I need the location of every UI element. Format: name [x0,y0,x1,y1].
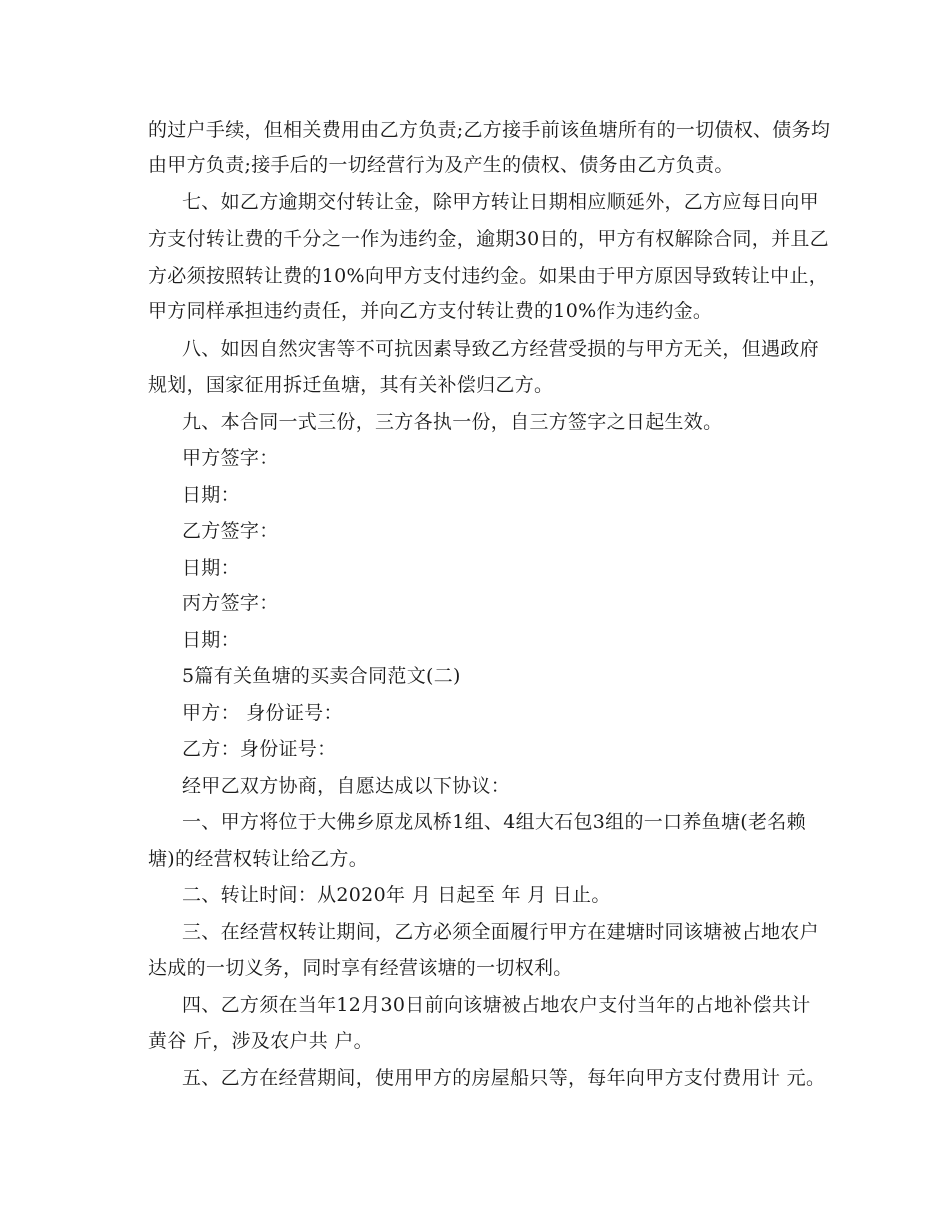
text-line: 塘)的经营权转让给乙方。 [148,848,369,870]
date-label: 日期： [182,557,240,579]
text-line: 达成的一切义务，同时享有经营该塘的一切权利。 [148,957,573,979]
clause-1-line: 一、甲方将位于大佛乡原龙凤桥1组、4组大石包3组的一口养鱼塘(老名赖 [182,811,806,833]
clause-2-line: 二、转让时间：从2020年 月 日起至 年 月 日止。 [182,884,611,906]
text-line: 黄谷 斤，涉及农户共 户。 [148,1030,373,1052]
text-line: 规划，国家征用拆迁鱼塘，其有关补偿归乙方。 [148,374,554,396]
clause-3-line: 三、在经营权转让期间，乙方必须全面履行甲方在建塘时同该塘被占地农户 [182,921,819,943]
clause-4-line: 四、乙方须在当年12月30日前向该塘被占地农户支付当年的占地补偿共计 [182,994,811,1016]
date-label: 日期： [182,629,240,651]
party-a-id-label: 甲方： 身份证号： [182,702,343,724]
party-a-signature-label: 甲方签字： [182,447,279,469]
date-label: 日期： [182,484,240,506]
section-title: 5篇有关鱼塘的买卖合同范文(二) [182,665,461,687]
text-line: 甲方同样承担违约责任，并向乙方支付转让费的10%作为违约金。 [148,300,713,322]
text-line: 方必须按照转让费的10%向甲方支付违约金。如果由于甲方原因导致转让中止， [148,265,829,287]
text-line: 方支付转让费的千分之一作为违约金，逾期30日的，甲方有权解除合同，并且乙 [148,228,829,250]
text-line: 由甲方负责;接手后的一切经营行为及产生的债权、债务由乙方负责。 [148,154,734,176]
party-c-signature-label: 丙方签字： [182,592,279,614]
clause-7-line: 七、如乙方逾期交付转让金，除甲方转让日期相应顺延外，乙方应每日向甲 [182,191,819,213]
agreement-intro: 经甲乙双方协商，自愿达成以下协议： [182,775,511,797]
clause-9-line: 九、本合同一式三份，三方各执一份，自三方签字之日起生效。 [182,411,723,433]
clause-5-line: 五、乙方在经营期间，使用甲方的房屋船只等，每年向甲方支付费用计 元。 [182,1067,826,1089]
clause-8-line: 八、如因自然灾害等不可抗因素导致乙方经营受损的与甲方无关，但遇政府 [182,338,819,360]
text-line: 的过户手续，但相关费用由乙方负责;乙方接手前该鱼塘所有的一切债权、债务均 [148,119,831,141]
party-b-signature-label: 乙方签字： [182,520,279,542]
party-b-id-label: 乙方：身份证号： [182,738,337,760]
